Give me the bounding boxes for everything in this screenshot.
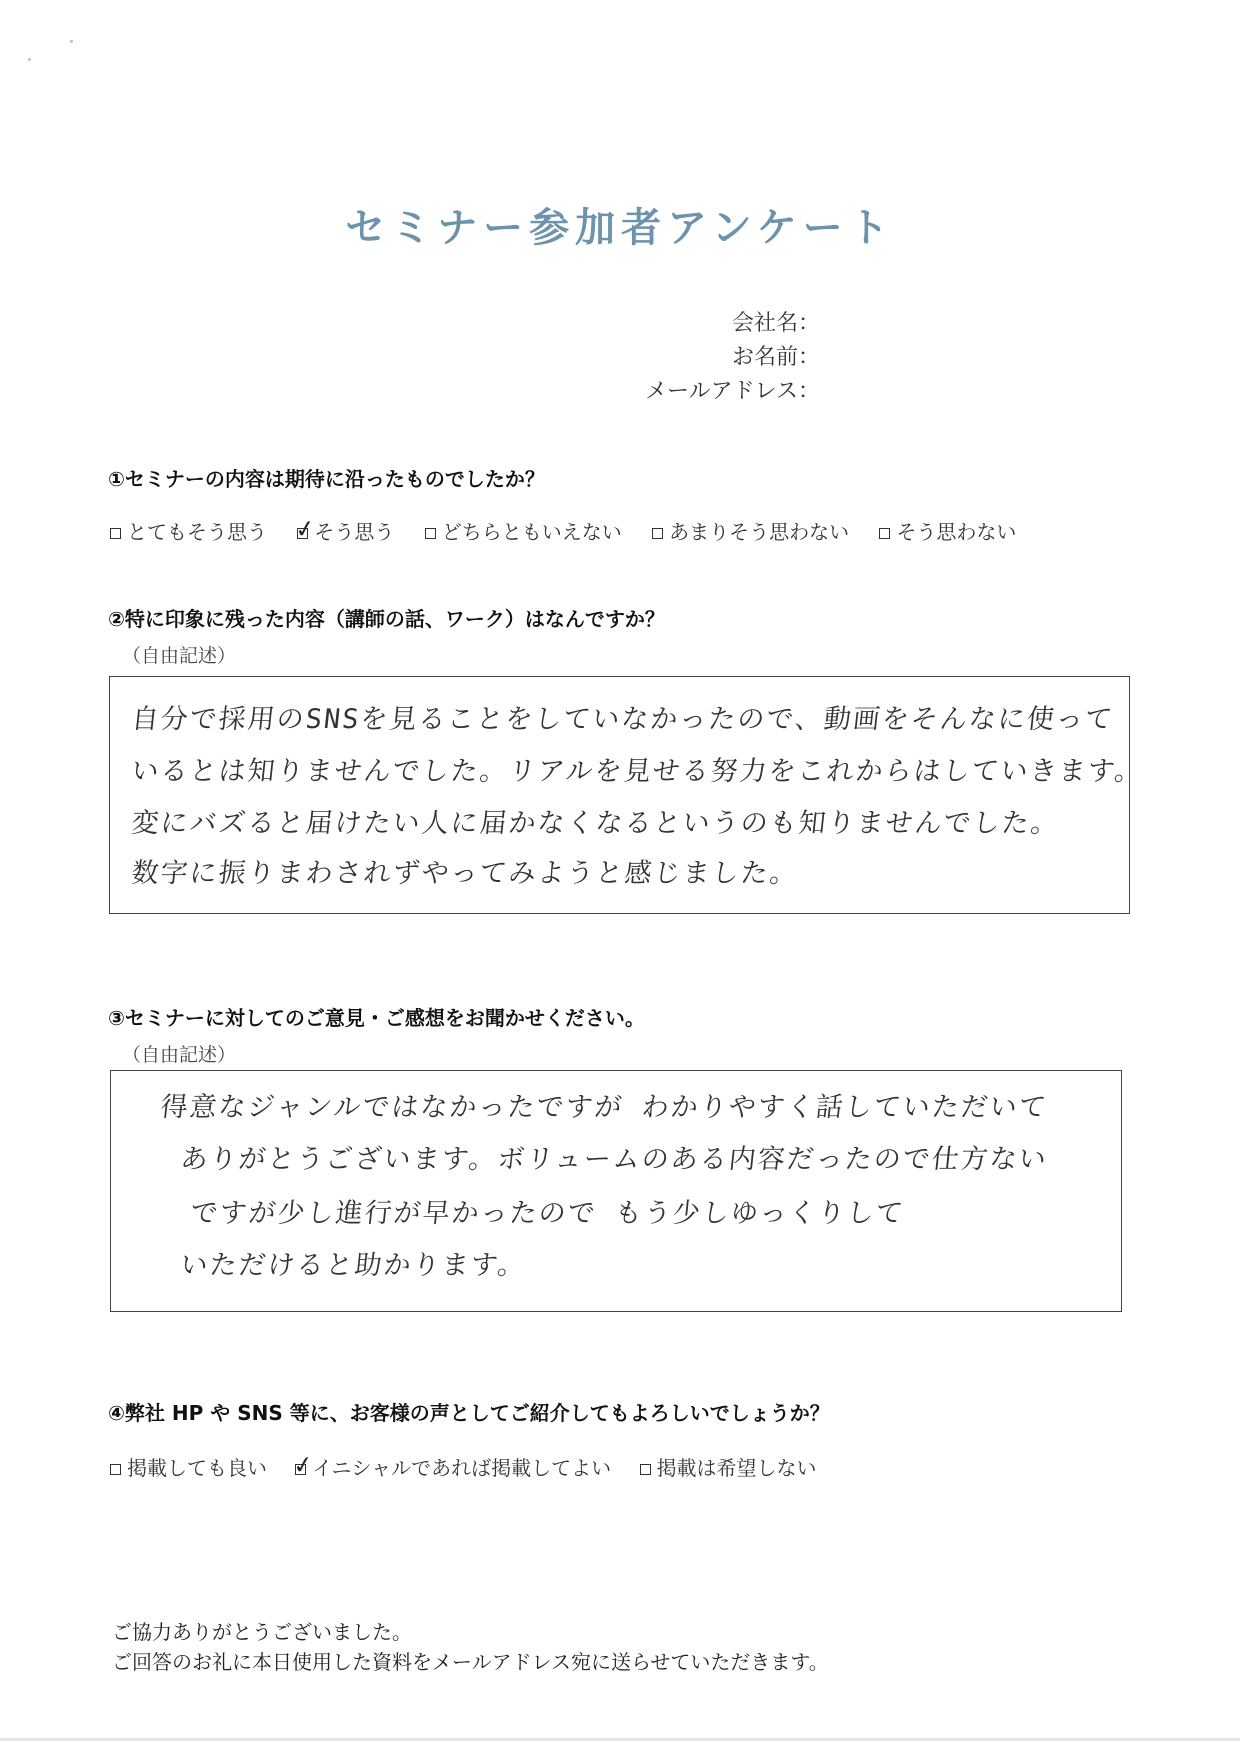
option-label: 掲載しても良い (127, 1456, 267, 1480)
handwritten-line: ありがとうございます。ボリュームのある内容だったので仕方ない (179, 1144, 1050, 1175)
option-label: あまりそう思わない (669, 520, 850, 544)
scan-speck (70, 40, 73, 43)
q1-option-1[interactable] (110, 516, 267, 545)
check-mark-icon: ✓ (291, 1449, 316, 1481)
materials-notice: ご回答のお礼に本日使用した資料をメールアドレス宛に送らせていただきます。 (112, 1650, 829, 1674)
option-label: そう思わない (896, 520, 1017, 544)
page-title: セミナー参加者アンケート (345, 205, 895, 251)
handwritten-line: 自分で採用のSNSを見ることをしていなかったので、動画をそんなに使って (130, 704, 1116, 735)
checkbox[interactable] (110, 1464, 121, 1475)
checkbox[interactable] (640, 1464, 651, 1475)
free-text-note: （自由記述） (122, 645, 237, 667)
checkbox[interactable] (110, 528, 121, 539)
scan-speck (28, 58, 31, 61)
checkbox-checked[interactable] (291, 1449, 316, 1481)
handwritten-line: 得意なジャンルではなかったですが わかりやすく話していただいて (159, 1092, 1050, 1123)
checkbox[interactable] (652, 528, 663, 539)
option-label: そう思う (314, 520, 395, 544)
handwritten-line: 数字に振りまわされずやってみようと感じました。 (130, 858, 801, 889)
answer-box-3[interactable] (110, 1070, 1122, 1312)
question-1: ①セミナーの内容は期待に沿ったものでしたか？ (108, 467, 545, 491)
thank-you-text: ご協力ありがとうございました。 (112, 1620, 412, 1644)
question-4: ④弊社 HP や SNS 等に、お客様の声としてご紹介してもよろしいでしょうか？ (108, 1401, 830, 1425)
q1-option-2[interactable] (293, 513, 395, 545)
handwritten-line: いただけると助かります。 (179, 1250, 529, 1281)
q4-option-3[interactable] (640, 1452, 817, 1481)
question-2: ②特に印象に残った内容（講師の話、ワーク）はなんですか？ (108, 607, 665, 631)
free-text-note: （自由記述） (122, 1044, 237, 1066)
question-1-options (110, 513, 1017, 545)
check-mark-icon: ✓ (293, 513, 318, 545)
company-label: 会社名： (731, 311, 820, 336)
handwritten-line: 変にバズると届けたい人に届かなくなるというのも知りませんでした。 (130, 808, 1062, 839)
q1-option-5[interactable] (879, 516, 1016, 545)
option-label: 掲載は希望しない (656, 1456, 817, 1480)
checkbox[interactable] (879, 528, 890, 539)
handwritten-line: ですが少し進行が早かったので もう少しゆっくりして (189, 1198, 907, 1229)
q4-option-1[interactable] (110, 1452, 267, 1481)
answer-box-2[interactable] (109, 676, 1146, 914)
question-3: ③セミナーに対してのご意見・ご感想をお聞かせください。 (108, 1006, 645, 1030)
q1-option-3[interactable] (425, 516, 622, 545)
q1-option-4[interactable] (652, 516, 849, 545)
checkbox[interactable] (425, 528, 436, 539)
option-label: どちらともいえない (441, 520, 622, 544)
q4-option-2[interactable] (291, 1449, 612, 1481)
checkbox-checked[interactable] (293, 513, 318, 545)
option-label: イニシャルであれば掲載してよい (312, 1456, 612, 1480)
question-4-options (110, 1449, 817, 1481)
scan-edge-line (0, 1738, 1240, 1741)
email-label: メールアドレス： (645, 379, 820, 404)
option-label: とてもそう思う (127, 520, 267, 544)
handwritten-line: いるとは知りませんでした。リアルを見せる努力をこれからはしていきます。 (130, 756, 1146, 787)
name-label: お名前： (731, 345, 820, 370)
